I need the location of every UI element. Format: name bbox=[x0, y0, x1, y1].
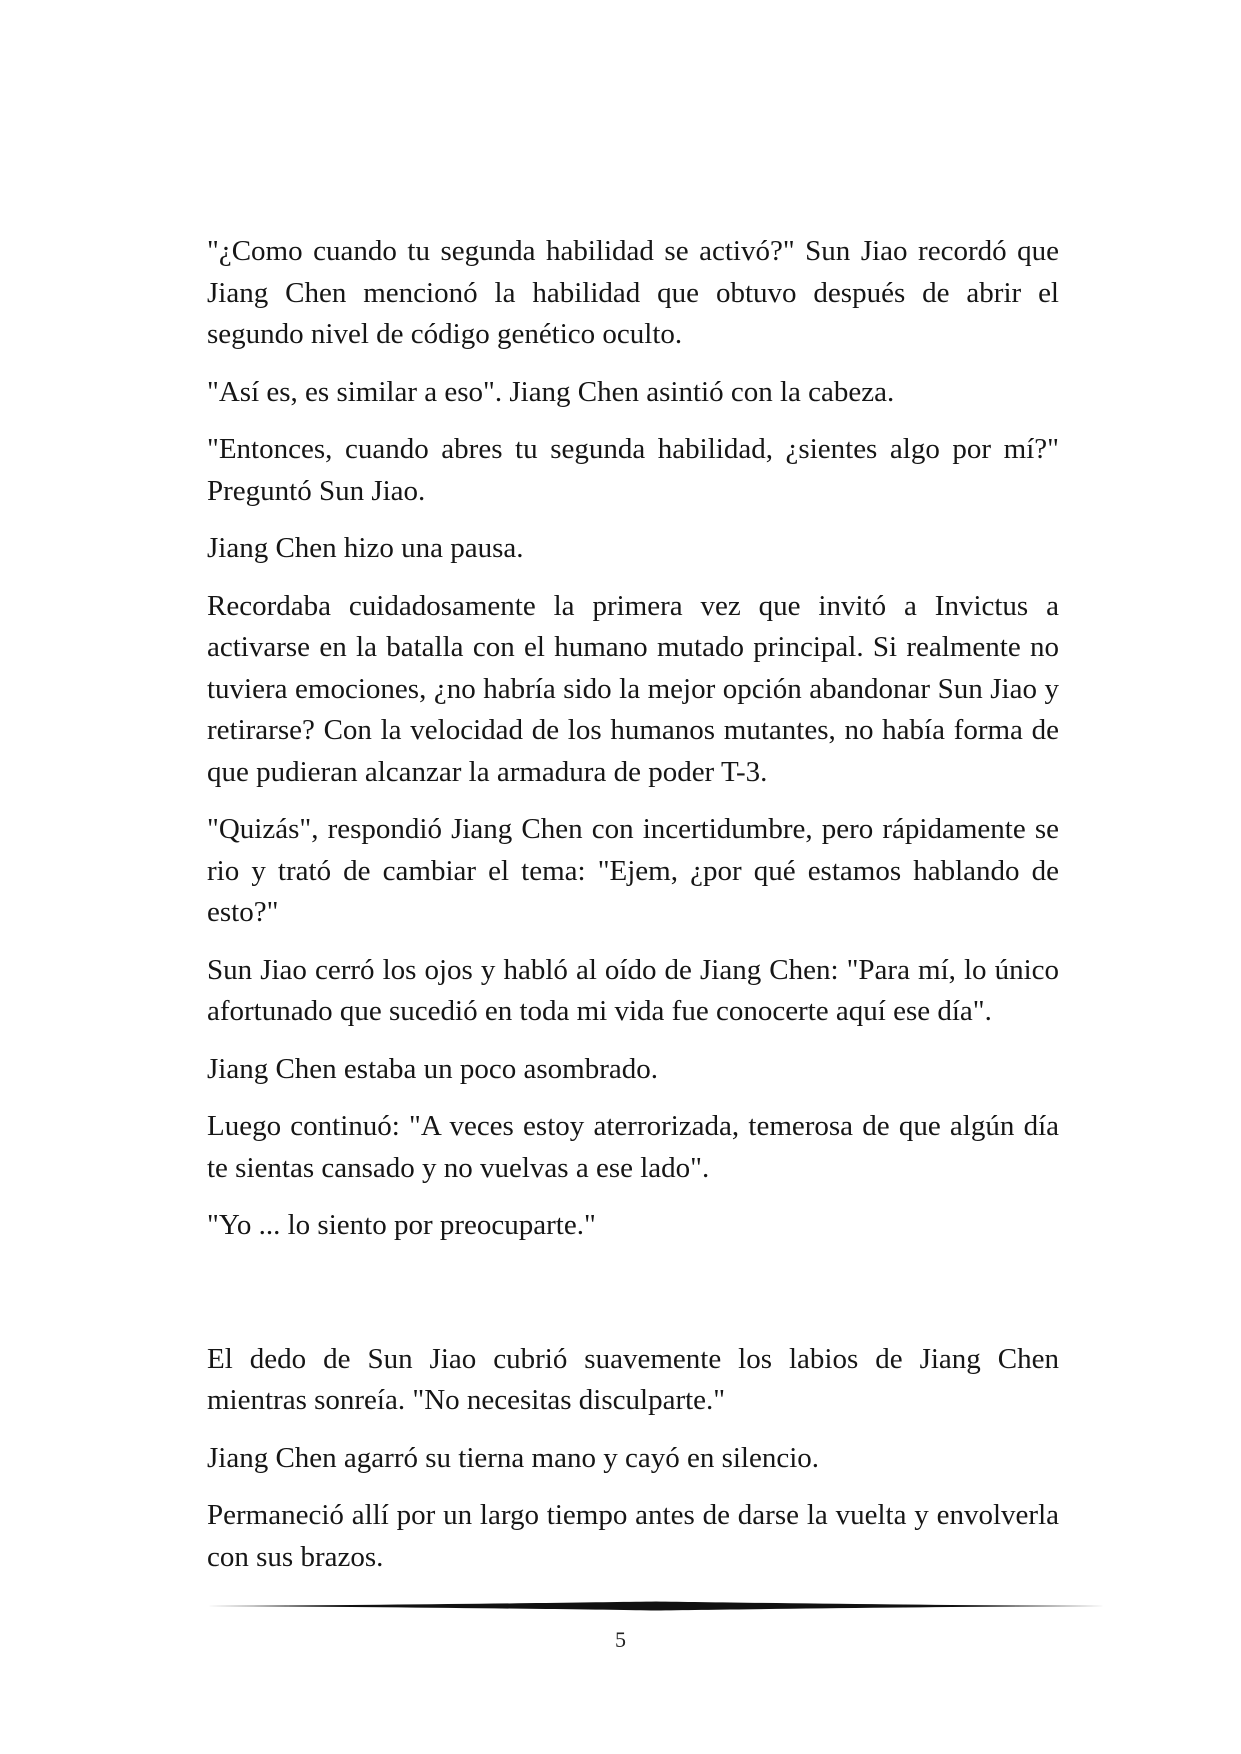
paragraph: Jiang Chen estaba un poco asombrado. bbox=[207, 1052, 659, 1085]
paragraph: Jiang Chen hizo una pausa. bbox=[207, 532, 524, 564]
paragraph: "Yo ... lo siento por preocuparte." bbox=[207, 1209, 596, 1241]
paragraph: "Quizás", respondió Jiang Chen con incertidumbre, pero rápidamente se rio y trató de cambiar el tema: "Ejem, ¿por qué estamos hablando de esto?" bbox=[207, 813, 1059, 928]
body-text bbox=[207, 231, 1059, 1578]
paragraph: "Entonces, cuando abres tu segunda habilidad, ¿sientes algo por mí?" Preguntó Sun Jiao. bbox=[207, 433, 1059, 507]
paragraph: El dedo de Sun Jiao cubrió suavemente los labios de Jiang Chen mientras sonreía. "No necesitas disculparte." bbox=[207, 1342, 1059, 1416]
paragraph: "¿Como cuando tu segunda habilidad se activó?" Sun Jiao recordó que Jiang Chen mencionó la habilidad que obtuvo después de abrir el segundo nivel de código genético oculto. bbox=[207, 235, 1059, 350]
paragraph: Recordaba cuidadosamente la primera vez que invitó a Invictus a activarse en la batalla con el humano mutado principal. Si realmente no tuviera emociones, ¿no habría sido la mejor opción abandonar Sun Jiao y retirarse? Con la velocidad de los humanos mutantes, no había forma de que pudieran alcanzar la armadura de poder T-3. bbox=[207, 589, 1059, 788]
footer-divider bbox=[207, 1600, 1105, 1612]
page-number: 5 bbox=[615, 1627, 626, 1652]
paragraph: Jiang Chen agarró su tierna mano y cayó en silencio. bbox=[207, 1441, 820, 1474]
paragraph: Permaneció allí por un largo tiempo antes de darse la vuelta y envolverla con sus brazos. bbox=[207, 1499, 1059, 1573]
paragraph: Sun Jiao cerró los ojos y habló al oído de Jiang Chen: "Para mí, lo único afortunado que sucedió en toda mi vida fue conocerte aquí ese día". bbox=[207, 953, 1059, 1027]
paragraph: "Así es, es similar a eso". Jiang Chen asintió con la cabeza. bbox=[207, 375, 895, 408]
paragraph: Luego continuó: "A veces estoy aterrorizada, temerosa de que algún día te sientas cansado y no vuelvas a ese lado". bbox=[207, 1110, 1059, 1184]
